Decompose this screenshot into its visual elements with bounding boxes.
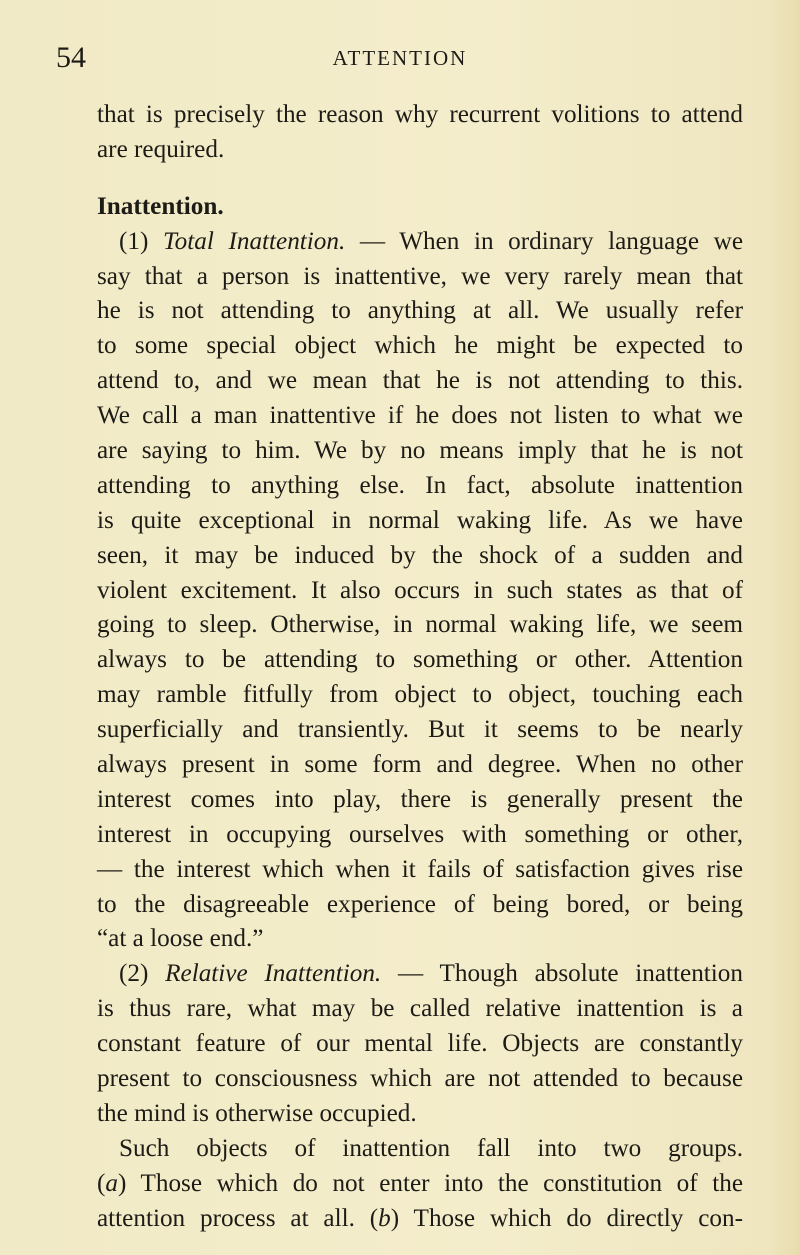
text-line: (a) Those which do not enter into the constitution of the <box>97 1169 743 1197</box>
text-line: present to consciousness which are not attended to because <box>97 1065 743 1093</box>
text-line: the mind is otherwise occupied. <box>97 1099 417 1127</box>
text-line: going to sleep. Otherwise, in normal waking life, we seem <box>97 611 743 639</box>
text-line: to some special object which he might be expected to <box>97 332 743 360</box>
body-text <box>97 98 743 1237</box>
text-line: “at a loose end.” <box>97 925 264 953</box>
text-line: attention process at all. (b) Those which do directly con- <box>97 1204 743 1232</box>
text-line: always present in some form and degree. When no other <box>97 751 743 779</box>
text-line: — the interest which when it fails of satisfaction gives rise <box>97 855 743 883</box>
text-line: say that a person is inattentive, we very rarely mean that <box>97 262 743 290</box>
text-line: that is precisely the reason why recurrent volitions to attend <box>97 101 743 128</box>
text-line: to the disagreeable experience of being bored, or being <box>97 890 743 918</box>
text-line: is quite exceptional in normal waking life. As we have <box>97 506 743 534</box>
text-line: attending to anything else. In fact, absolute inattention <box>97 471 743 499</box>
text-line: (1) Total Inattention. — When in ordinary language we <box>119 227 744 255</box>
section-heading: Inattention. <box>97 192 224 220</box>
italic-letter: a <box>105 1169 118 1197</box>
text-line: are saying to him. We by no means imply that he is not <box>97 437 743 465</box>
page-number: 54 <box>56 41 86 74</box>
text-line: attend to, and we mean that he is not attending to this. <box>97 367 743 395</box>
text-line: constant feature of our mental life. Objects are constantly <box>97 1030 743 1058</box>
text-line: We call a man inattentive if he does not listen to what we <box>97 402 743 430</box>
text-line: is thus rare, what may be called relative inattention is a <box>97 995 743 1023</box>
text-line: always to be attending to something or other. Attention <box>97 646 743 674</box>
text-line: are required. <box>97 135 225 163</box>
text-line: Such objects of inattention fall into two groups. <box>119 1134 743 1162</box>
running-head: ATTENTION <box>332 46 468 70</box>
text-line: interest in occupying ourselves with something or other, <box>97 820 743 848</box>
text-line: superficially and transiently. But it seems to be nearly <box>97 716 743 744</box>
text-line: (2) Relative Inattention. — Though absolute inattention <box>119 960 743 988</box>
text-line: violent excitement. It also occurs in such states as that of <box>97 576 743 604</box>
text-line: may ramble fitfully from object to object, touching each <box>97 681 743 709</box>
text-line: interest comes into play, there is generally present the <box>97 785 743 813</box>
page-header <box>0 40 800 76</box>
italic-term: Relative Inattention. <box>165 960 382 988</box>
italic-letter: b <box>378 1204 391 1232</box>
italic-term: Total Inattention. <box>162 227 346 255</box>
text-line: seen, it may be induced by the shock of a sudden and <box>97 541 743 569</box>
text-line: he is not attending to anything at all. We usually refer <box>97 297 743 325</box>
